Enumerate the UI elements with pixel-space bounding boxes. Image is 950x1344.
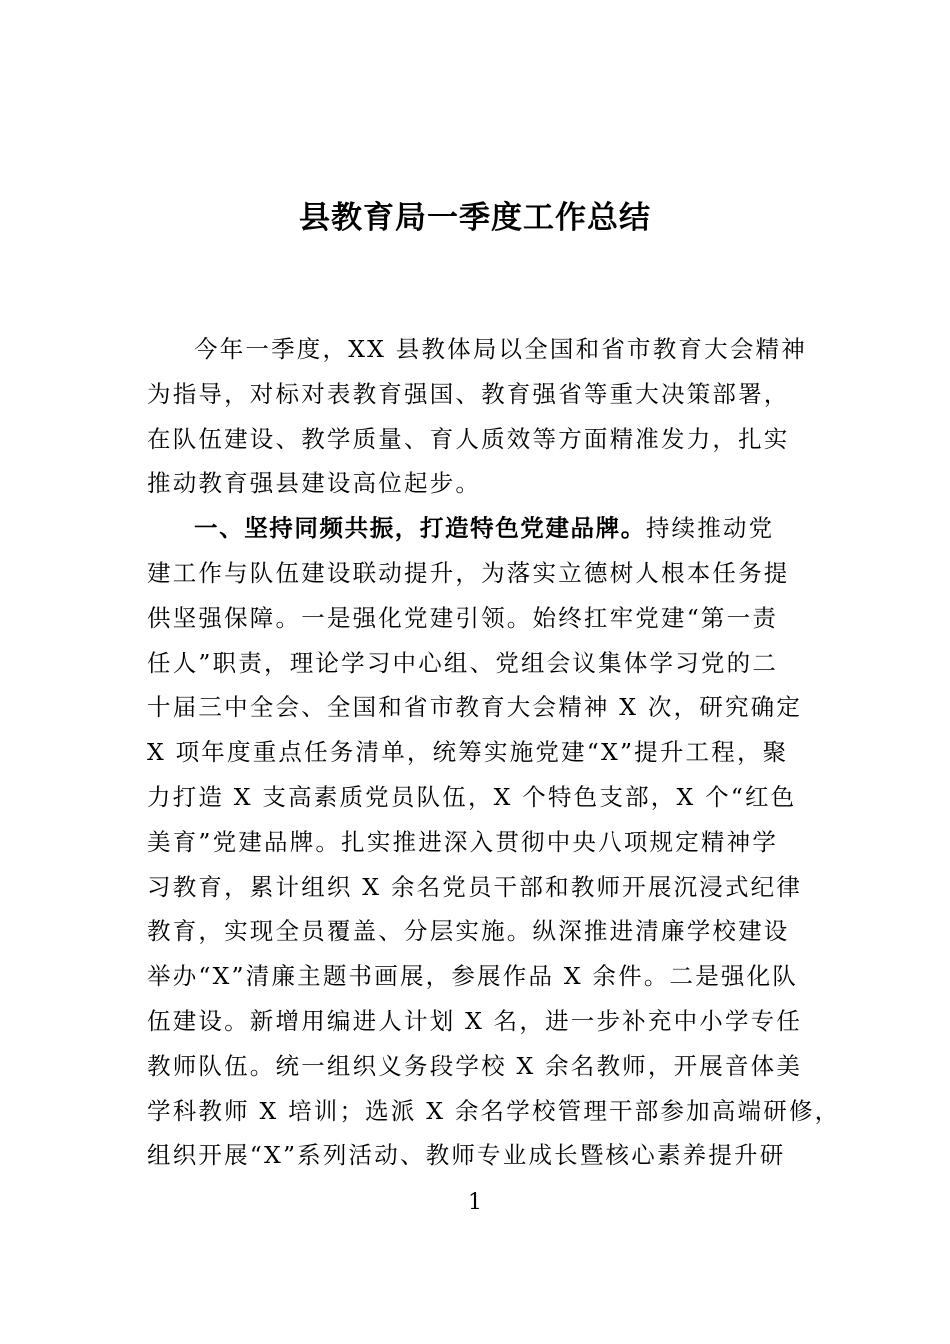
body-line: 教师队伍。统一组织义务段学校 X 余名教师，开展音体美: [147, 1051, 803, 1080]
body-line: 学科教师 X 培训；选派 X 余名学校管理干部参加高端研修，: [147, 1096, 841, 1125]
intro-line: 推动教育强县建设高位起步。: [147, 469, 482, 498]
body-line: 建工作与队伍建设联动提升，为落实立德树人根本任务提: [147, 558, 790, 587]
body-line: 任人”职责，理论学习中心组、党组会议集体学习党的二: [147, 648, 779, 677]
body-line: 伍建设。新增用编进人计划 X 名，进一步补充中小学专任: [147, 1006, 803, 1035]
section-heading: 一、坚持同频共振，打造特色党建品牌。: [194, 514, 646, 543]
document-title: 县教育局一季度工作总结: [299, 200, 651, 236]
intro-line: 今年一季度，XX 县教体局以全国和省市教育大会精神: [194, 335, 807, 363]
body-line: 美育”党建品牌。扎实推进深入贯彻中央八项规定精神学: [147, 827, 779, 856]
body-line: 教育，实现全员覆盖、分层实施。纵深推进清廉学校建设: [147, 917, 790, 946]
document-body: [147, 327, 841, 1178]
section-first-line: [147, 506, 805, 551]
body-line: 举办“X”清廉主题书画展，参展作品 X 余件。二是强化队: [147, 962, 799, 991]
body-line: 供坚强保障。一是强化党建引领。始终扛牢党建“第一责: [147, 603, 779, 632]
intro-line: 在队伍建设、教学质量、育人质效等方面精准发力，扎实: [147, 424, 790, 453]
body-line: 组织开展“X”系列活动、教师专业成长暨核心素养提升研: [147, 1141, 786, 1170]
body-line: X 项年度重点任务清单，统筹实施党建“X”提升工程，聚: [147, 738, 789, 767]
body-line: 习教育，累计组织 X 余名党员干部和教师开展沉浸式纪律: [147, 872, 803, 901]
section-first-line-text: 持续推动党: [645, 514, 775, 543]
intro-line: 为指导，对标对表教育强国、教育强省等重大决策部署，: [147, 379, 790, 408]
page-number: 1: [468, 1190, 482, 1215]
body-line: 十届三中全会、全国和省市教育大会精神 X 次，研究确定: [147, 693, 803, 722]
body-line: 力打造 X 支高素质党员队伍，X 个特色支部，X 个“红色: [147, 782, 797, 811]
